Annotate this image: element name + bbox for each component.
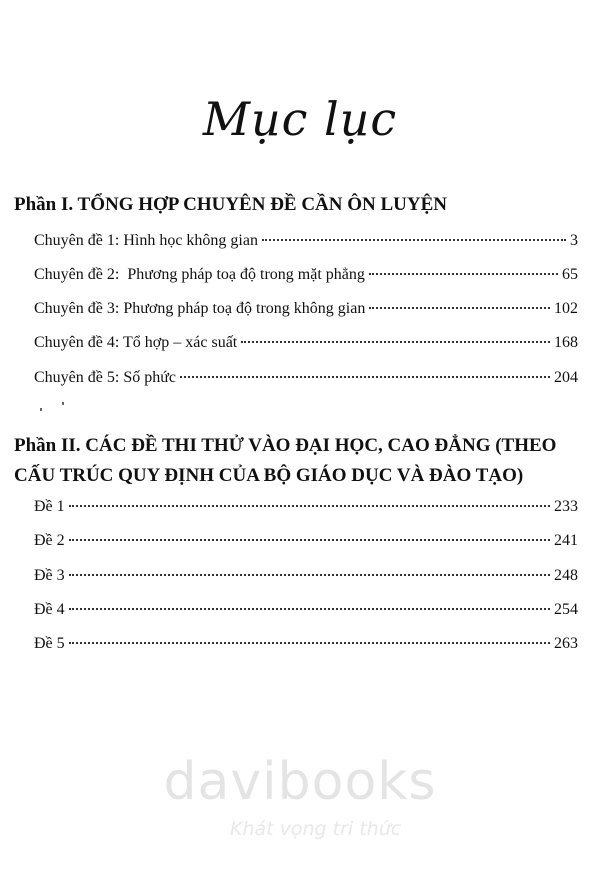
- toc-entry[interactable]: [34, 599, 578, 621]
- toc-entry-page: 241: [554, 532, 578, 549]
- toc-entry[interactable]: [34, 565, 578, 587]
- toc-entry-label: Đề 3: [34, 567, 65, 584]
- toc-entry-label: Đề 5: [34, 635, 65, 652]
- watermark-brand: davibooks: [163, 752, 437, 812]
- toc-entry-label: Chuyên đề 2: Phương pháp toạ độ trong mặt phẳng: [34, 266, 365, 283]
- toc-entry[interactable]: [34, 230, 578, 252]
- toc-entry-page: 65: [562, 266, 578, 283]
- toc-entry-label: Đề 1: [34, 498, 65, 515]
- toc-entry-page: 204: [554, 369, 578, 386]
- dot-leader: [241, 341, 550, 343]
- dot-leader: [369, 307, 550, 309]
- toc-entry-label: Đề 4: [34, 601, 65, 618]
- toc-entry-page: 233: [554, 498, 578, 515]
- toc-entry[interactable]: [34, 332, 578, 354]
- toc-entry-page: 168: [554, 334, 578, 351]
- toc-entry-label: Chuyên đề 5: Số phức: [34, 369, 176, 386]
- toc-entry[interactable]: [34, 298, 578, 320]
- dot-leader: [369, 273, 558, 275]
- toc-entry-page: 248: [554, 567, 578, 584]
- toc-entry-page: 263: [554, 635, 578, 652]
- part-1-heading: Phần I. TỔNG HỢP CHUYÊN ĐỀ CẦN ÔN LUYỆN: [14, 194, 448, 215]
- toc-entry-label: Đề 2: [34, 532, 65, 549]
- page-title: Mục lục: [202, 92, 398, 146]
- dot-leader: [69, 642, 550, 644]
- toc-entry-label: Chuyên đề 1: Hình học không gian: [34, 232, 258, 249]
- toc-entry[interactable]: [34, 496, 578, 518]
- toc-entry[interactable]: [34, 367, 578, 389]
- dot-leader: [69, 539, 550, 541]
- toc-entry[interactable]: [34, 530, 578, 552]
- toc-entry[interactable]: [34, 264, 578, 286]
- toc-entry-label: Chuyên đề 3: Phương pháp toạ độ trong không gian: [34, 300, 366, 317]
- toc-entry-page: 102: [554, 300, 578, 317]
- scan-speck: [40, 408, 42, 411]
- toc-entry-page: 254: [554, 601, 578, 618]
- dot-leader: [69, 608, 550, 610]
- watermark-slogan: Khát vọng tri thức: [230, 818, 402, 840]
- dot-leader: [262, 239, 566, 241]
- scan-speck: [62, 402, 64, 405]
- toc-entry-page: 3: [570, 232, 578, 249]
- toc-entry[interactable]: [34, 633, 578, 655]
- dot-leader: [180, 376, 550, 378]
- dot-leader: [69, 574, 550, 576]
- dot-leader: [69, 505, 550, 507]
- part-2-heading: Phần II. CÁC ĐỀ THI THỬ VÀO ĐẠI HỌC, CAO ĐẲNG (THEO CẤU TRÚC QUY ĐỊNH CỦA BỘ GIÁO DỤC VÀ ĐÀO TẠO): [14, 435, 557, 486]
- toc-entry-label: Chuyên đề 4: Tổ hợp – xác suất: [34, 334, 238, 351]
